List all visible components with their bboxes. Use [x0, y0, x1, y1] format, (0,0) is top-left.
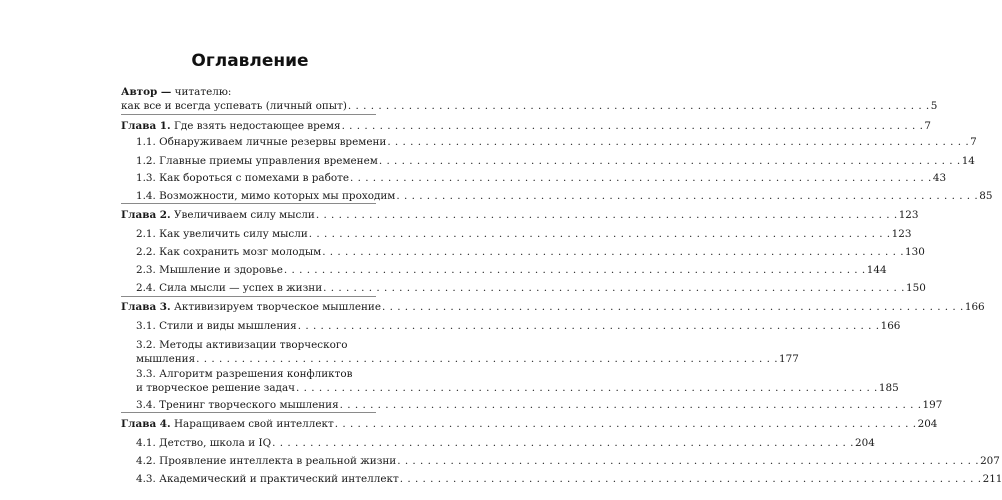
chapter-label: Глава 3. [121, 301, 171, 313]
dot-leader [284, 263, 866, 277]
toc-entry-title: 1.4. Возможности, мимо которых мы проходим [136, 190, 396, 202]
toc-entry-text [136, 281, 322, 295]
toc-section-entry [136, 281, 926, 295]
toc-entry-title: 2.4. Сила мысли — успех в жизни [136, 282, 323, 294]
dot-leader [335, 417, 917, 431]
toc-entry-title: 1.3. Как бороться с помехами в работе [136, 172, 349, 184]
toc-entry-text [136, 189, 395, 203]
dot-leader [400, 472, 982, 486]
chapter-divider [121, 114, 376, 115]
toc-entry-text [136, 263, 283, 277]
toc-chapter-entry [121, 300, 985, 314]
dot-leader [323, 281, 905, 295]
page-number: 144 [866, 264, 887, 276]
toc-entry-title: и творческое решение задач [136, 382, 296, 394]
page-number: 7 [924, 120, 932, 132]
toc-entry-text [136, 352, 195, 366]
toc-entry-text [136, 367, 353, 381]
toc-entry-text [136, 227, 308, 241]
toc-entry-text [136, 135, 386, 149]
toc-entry-title: 4.3. Академический и практический интеллект [136, 473, 399, 485]
page-number: 123 [891, 228, 912, 240]
toc-chapter-entry [121, 417, 938, 431]
toc-entry-text [121, 300, 381, 314]
dot-leader [296, 381, 878, 395]
dot-leader [298, 319, 880, 333]
toc-entry-title: 3.2. Методы активизации творческого [136, 339, 348, 351]
toc-entry-title: 2.2. Как сохранить мозг молодым [136, 246, 322, 258]
dot-leader [322, 245, 904, 259]
page-number: 14 [961, 155, 975, 167]
toc-section-entry [136, 171, 947, 185]
page-number: 204 [917, 418, 938, 430]
dot-leader [350, 171, 932, 185]
toc-entry-title: Наращиваем свой интеллект [173, 418, 334, 430]
toc-chapter-entry [121, 85, 938, 113]
dot-leader [397, 454, 979, 468]
page-number: 197 [922, 399, 943, 411]
page-title: Оглавление [191, 51, 309, 71]
toc-chapter-entry [121, 119, 932, 133]
toc-entry-title: 3.3. Алгоритм разрешения конфликтов [136, 368, 353, 380]
toc-entry-text [136, 381, 295, 395]
page-number: 166 [964, 301, 985, 313]
toc-section-entry [136, 454, 1000, 468]
toc-entry-title: читателю: [174, 86, 232, 98]
toc-section-entry [136, 338, 799, 366]
toc-section-entry [136, 189, 993, 203]
page-number: 204 [854, 437, 875, 449]
toc-section-entry [136, 154, 975, 168]
toc-chapter-entry [121, 208, 919, 222]
toc-entry-title: 4.2. Проявление интеллекта в реальной жизни [136, 455, 397, 467]
toc-entry-title: 1.2. Главные приемы управления временем [136, 155, 378, 167]
toc-entry-text [136, 338, 348, 352]
toc-entry-text [136, 454, 396, 468]
dot-leader [309, 227, 891, 241]
toc-section-entry [136, 398, 943, 412]
toc-entry-text [121, 208, 315, 222]
dot-leader [382, 300, 964, 314]
toc-entry-title: 2.3. Мышление и здоровье [136, 264, 283, 276]
dot-leader [379, 154, 961, 168]
page-number: 185 [878, 382, 899, 394]
toc-entry-text [136, 245, 321, 259]
page-number: 166 [880, 320, 901, 332]
dot-leader [316, 208, 898, 222]
page-number: 211 [982, 473, 1002, 485]
toc-section-entry [136, 367, 899, 395]
toc-section-entry [136, 245, 925, 259]
page-number: 43 [932, 172, 947, 184]
toc-entry-text [121, 119, 341, 133]
toc-section-entry [136, 472, 1002, 486]
toc-entry-title: 4.1. Детство, школа и IQ [136, 437, 272, 449]
toc-entry-title: 3.1. Стили и виды мышления [136, 320, 297, 332]
toc-section-entry [136, 135, 977, 149]
toc-section-entry [136, 227, 912, 241]
toc-entry-title: 2.1. Как увеличить силу мысли [136, 228, 308, 240]
toc-entry-text [121, 85, 231, 99]
toc-section-entry [136, 436, 875, 450]
chapter-label: Автор — [121, 86, 172, 98]
toc-section-entry [136, 263, 887, 277]
toc-entry-title: мышления [136, 353, 196, 365]
page-number: 150 [905, 282, 926, 294]
chapter-label: Глава 4. [121, 418, 171, 430]
dot-leader [396, 189, 978, 203]
dot-leader [342, 119, 924, 133]
page-number: 7 [970, 136, 977, 148]
toc-entry-text [136, 319, 297, 333]
dot-leader [348, 99, 930, 113]
toc-entry-title: Увеличиваем силу мысли [173, 209, 315, 221]
dot-leader [196, 352, 778, 366]
page-number: 85 [979, 190, 993, 202]
toc-entry-title: 1.1. Обнаруживаем личные резервы времени [136, 136, 387, 148]
toc-entry-text [136, 154, 378, 168]
page-number: 130 [905, 246, 925, 258]
chapter-label: Глава 1. [121, 120, 171, 132]
page-number: 5 [930, 100, 938, 112]
toc-entry-text [136, 398, 339, 412]
toc-entry-text [136, 436, 271, 450]
chapter-label: Глава 2. [121, 209, 171, 221]
toc-entry-text [121, 417, 334, 431]
chapter-divider [121, 412, 376, 413]
toc-entry-text [136, 472, 399, 486]
toc-entry-title: как все и всегда успевать (личный опыт) [121, 100, 347, 112]
chapter-divider [121, 296, 376, 297]
toc-entry-text [136, 171, 349, 185]
toc-section-entry [136, 319, 901, 333]
toc-entry-text [121, 99, 347, 113]
page-number: 207 [980, 455, 1000, 467]
page-number: 123 [898, 209, 919, 221]
toc-entry-title: Где взять недостающее время [173, 120, 341, 132]
dot-leader [272, 436, 854, 450]
dot-leader [340, 398, 922, 412]
toc-entry-title: 3.4. Тренинг творческого мышления [136, 399, 339, 411]
toc-entry-title: Активизируем творческое мышление [173, 301, 381, 313]
dot-leader [387, 135, 969, 149]
chapter-divider [121, 203, 376, 204]
page-number: 177 [779, 353, 799, 365]
